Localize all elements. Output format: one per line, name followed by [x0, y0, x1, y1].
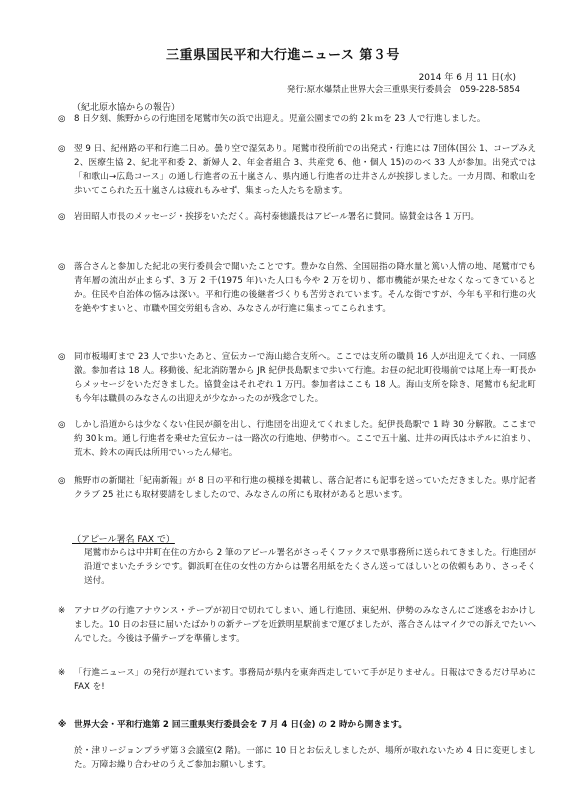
paragraph-marker: ◎: [58, 212, 66, 222]
paragraph-marker: ◎: [58, 262, 66, 272]
paragraph: [58, 744, 536, 772]
paragraph-text: 同市板場町まで 23 人で歩いたあと、宣伝カーで海山総合支所へ。ここでは支所の職員 16 人が出迎えてくれ、一同感激。参加者は 18 人。移動後、紀北消防署から JR 紀伊長島駅まで歩いて行進。お昼の紀北町役場前では尾上寿一町長からメッセージをいただきました。協賛金はそれぞれ 1 万円。参加者はここも 18 人。海山支所を除き、尾鷲市も紀北町も今年は職員のみなさんの出迎えが少なかったのが残念でした。: [74, 352, 536, 404]
paragraph-text: 8 日夕刻、熊野からの行進団を尾鷲市矢の浜で出迎え。児童公園までの約 2ｋｍを 23 人で行進しました。: [74, 114, 486, 124]
paragraph: [58, 666, 536, 694]
paragraph-text: 於・津リージョンプラザ第３会議室(2 階)。一部に 10 日とお伝えしましたが、場所が取れないため 4 日に変更しました。万障お繰り合わせのうえご参加お願いします。: [74, 746, 536, 770]
paragraph-text: 世界大会・平和行進第 2 回三重県実行委員会を 7 月 4 日(金) の 2 時から開きます。: [74, 720, 408, 730]
paragraph: [58, 546, 536, 588]
paragraph: [58, 260, 536, 316]
paragraph-text: しかし沿道からは少なくない住民が顔を出し、行進団を出迎えてくれました。紀伊長島駅で 1 時 30 分解散。ここまで約 30ｋｍ。通し行進者を乗せた宣伝カーは一路次の行進地、伊勢市へ。ここで五十嵐、辻井の両氏はホテルに泊まり、荒木、鈴木の両氏は所用でいったん帰宅。: [74, 420, 536, 458]
page-title: 三重県国民平和大行進ニュース 第３号: [166, 48, 400, 63]
paragraph-marker: ◎: [58, 144, 66, 154]
paragraph-text: アナログの行進アナウンス・テープが初日で切れてしまい、通し行進団、東紀州、伊勢のみなさんにご迷惑をおかけしました。10 日のお昼に届いたばかりの新テープを近鉄明星駅前まで運びましたが、落合さんはマイクでの訴えでたいへんでした。今後は予備テープを準備します。: [74, 606, 536, 644]
paragraph-marker: ※: [58, 606, 66, 616]
paragraph: [58, 142, 536, 198]
paragraph: [58, 418, 536, 460]
paragraph: [58, 604, 536, 646]
paragraph-text: 尾鷲市からは中井町在住の方から 2 筆のアピール署名がさっそくファクスで県事務所に送られてきました。行進団が沿道でまいたチラシです。御浜町在住の女性の方からは署名用紙をたくさん送ってほしいとの依頼もあり、さっそく送付。: [84, 548, 536, 586]
paragraph-text: 「行進ニュース」の発行が遅れています。事務局が県内を東奔西走していて手が足りません。日報はできるだけ早めに FAX を!: [74, 668, 536, 692]
paragraph-text: 岩田昭人市長のメッセージ・挨拶をいただく。高村泰徳議長はアピール署名に賛同。協賛金は各 1 万円。: [74, 212, 480, 222]
paragraph: [58, 210, 536, 224]
publisher-line: 発行:原水爆禁止世界大会三重県実行委員会 059-228-5854: [286, 85, 520, 95]
section-heading-kihoku: （紀北原水協からの報告）: [72, 103, 181, 113]
paragraph-text: 翌 9 日、紀州路の平和行進二日め。曇り空で湿気あり。尾鷲市役所前での出発式・行進には 7団体(国公 1、コープみえ 2、医療生協 2、紀北平和委 2、新婦人 2、年金者組合 3、共産党 6、他・個人 15)ののべ 33 人が参加。出発式では「和歌山→広島コース」の通し行進者の五十嵐さん、県内通し行進者の辻井さんが挨拶しました。一カ月間、和歌山を歩いてこられた五十嵐さんは疲れもみせず、集まった人たちを励ます。: [74, 144, 536, 196]
paragraph-marker: ◎: [58, 420, 66, 430]
paragraph: [58, 718, 536, 732]
paragraph: [58, 112, 536, 126]
paragraph-text: 落合さんと参加した紀北の実行委員会で聞いたことです。豊かな自然、全国屈指の降水量と篤い人情の地、尾鷲市でも青年層の流出が止まらず、3 万 2 千(1975 年)いた人口も今や 2 万を切り、都市機能が果たせなくなってきているとか。住民や自治体の悩みは深い。平和行進の後継者づくりも苦労されています。そんな街ですが、今年も平和行進の火を絶やすまいと、市職や国交労組も含め、みなさんが行進に集まってこられます。: [74, 262, 536, 314]
paragraph: [58, 474, 536, 502]
paragraph-text: 熊野市の新聞社「紀南新報」が 8 日の平和行進の模様を掲載し、落合記者にも記事を送っていただきました。県庁記者クラブ 25 社にも取材要請をしましたので、みなさんの所にも取材があると思います。: [74, 476, 536, 500]
section-heading-fax: （アピール署名 FAX で）: [72, 535, 175, 545]
paragraph: [58, 350, 536, 406]
paragraph-marker: ◎: [58, 114, 66, 124]
issue-date: 2014 年 6 月 11 日(水): [418, 73, 516, 83]
paragraph-marker: ※: [58, 668, 66, 678]
paragraph-marker: ◎: [58, 476, 66, 486]
paragraph-marker: ※: [58, 720, 67, 730]
paragraph-marker: ◎: [58, 352, 66, 362]
